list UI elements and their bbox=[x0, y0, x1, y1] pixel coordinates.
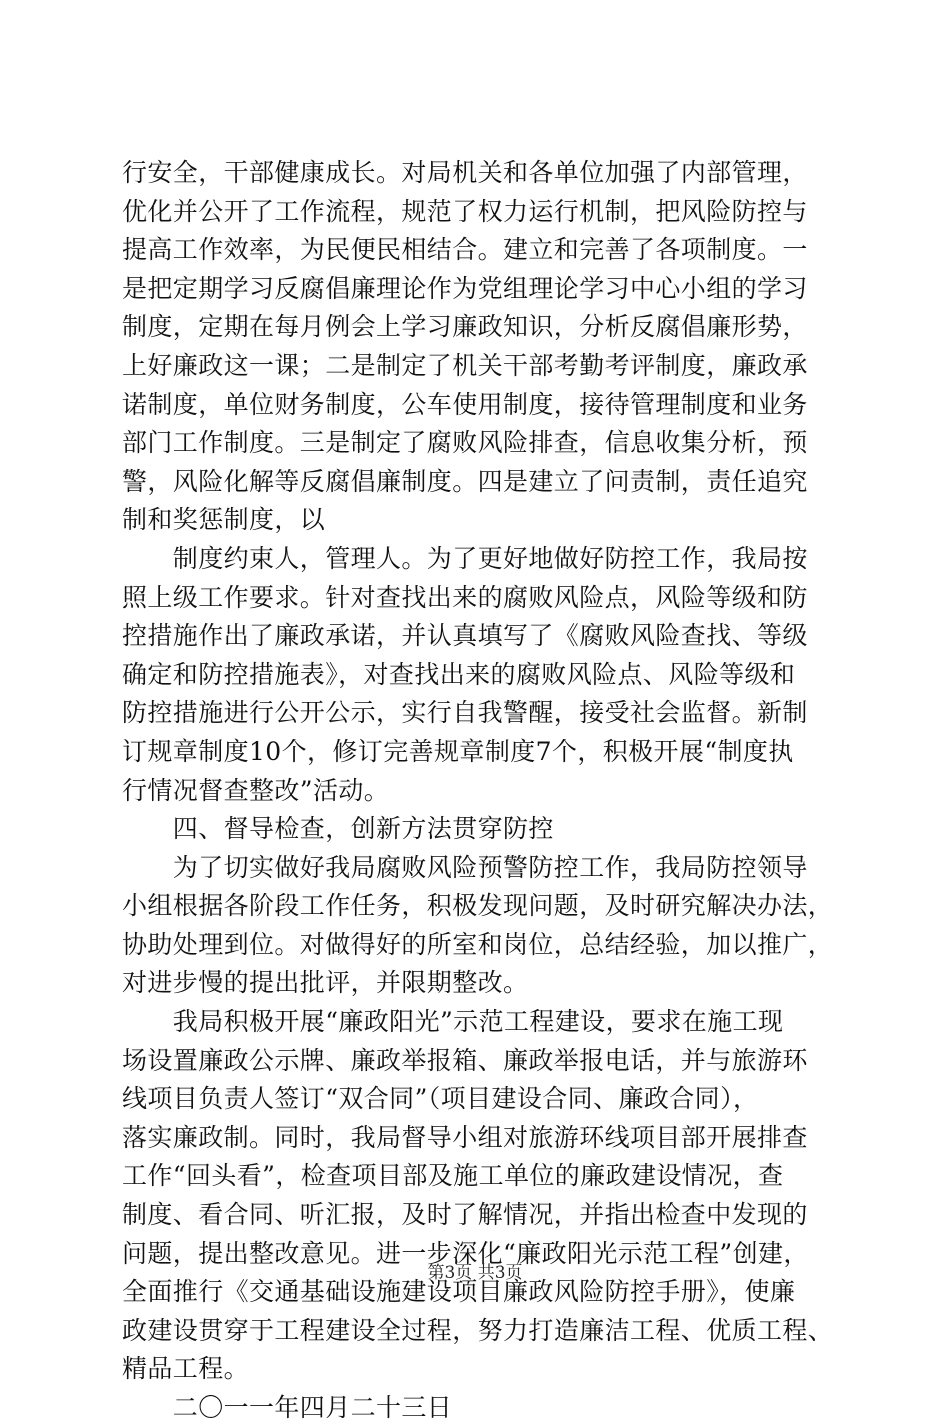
text-line: 制度，定期在每月例会上学习廉政知识，分析反腐倡廉形势， bbox=[122, 312, 808, 342]
text-line: 诺制度，单位财务制度，公车使用制度，接待管理制度和业务 bbox=[122, 389, 808, 419]
text-line: 政建设贯穿于工程建设全过程，努力打造廉洁工程、优质工程、 bbox=[122, 1315, 834, 1345]
text-line: 二〇一一年四月二十三日 bbox=[122, 1393, 453, 1422]
text-line: 防控措施进行公开公示，实行自我警醒，接受社会监督。新制 bbox=[122, 698, 808, 728]
text-line: 行安全，干部健康成长。对局机关和各单位加强了内部管理， bbox=[122, 158, 808, 187]
text-line: 优化并公开了工作流程，规范了权力运行机制，把风险防控与 bbox=[122, 196, 808, 226]
text-line: 对进步慢的提出批评，并限期整改。 bbox=[122, 968, 529, 998]
page-footer: 第3页 共3页 bbox=[427, 1263, 523, 1283]
text-line: 是把定期学习反腐倡廉理论作为党组理论学习中心小组的学习 bbox=[122, 273, 808, 303]
text-line: 制度、看合同、听汇报，及时了解情况，并指出检查中发现的 bbox=[122, 1200, 808, 1230]
text-line: 制度约束人，管理人。为了更好地做好防控工作，我局按 bbox=[122, 543, 808, 573]
text-line: 行情况督查整改”活动。 bbox=[122, 775, 390, 805]
text-line: 工作“回头看”，检查项目部及施工单位的廉政建设情况，查 bbox=[122, 1161, 784, 1191]
text-line: 为了切实做好我局腐败风险预警防控工作，我局防控领导 bbox=[122, 852, 808, 882]
text-line: 制和奖惩制度，以 bbox=[122, 505, 326, 535]
text-line: 订规章制度10个，修订完善规章制度7个，积极开展“制度执 bbox=[122, 736, 794, 766]
text-line: 照上级工作要求。针对查找出来的腐败风险点，风险等级和防 bbox=[122, 582, 808, 612]
text-line: 确定和防控措施表》，对查找出来的腐败风险点、风险等级和 bbox=[122, 659, 796, 689]
text-line: 我局积极开展“廉政阳光”示范工程建设，要求在施工现 bbox=[122, 1007, 784, 1037]
text-line: 上好廉政这一课；二是制定了机关干部考勤考评制度，廉政承 bbox=[122, 350, 808, 380]
text-line: 协助处理到位。对做得好的所室和岗位，总结经验，加以推广， bbox=[122, 929, 834, 959]
text-line: 小组根据各阶段工作任务，积极发现问题，及时研究解决办法， bbox=[122, 891, 834, 921]
text-line: 落实廉政制。同时，我局督导小组对旅游环线项目部开展排查 bbox=[122, 1122, 808, 1152]
document-body bbox=[122, 154, 842, 1428]
text-line: 控措施作出了廉政承诺，并认真填写了《腐败风险查找、等级 bbox=[122, 621, 808, 651]
text-line: 警，风险化解等反腐倡廉制度。四是建立了问责制，责任追究 bbox=[122, 466, 808, 496]
text-line: 四、督导检查，创新方法贯穿防控 bbox=[122, 814, 554, 844]
text-line: 全面推行《交通基础设施建设项目廉政风险防控手册》，使廉 bbox=[122, 1277, 796, 1307]
text-line: 场设置廉政公示牌、廉政举报箱、廉政举报电话，并与旅游环 bbox=[122, 1045, 808, 1075]
text-line: 问题，提出整改意见。进一步深化“廉政阳光示范工程”创建， bbox=[122, 1238, 809, 1268]
text-line: 部门工作制度。三是制定了腐败风险排查，信息收集分析，预 bbox=[122, 428, 808, 458]
text-line: 提高工作效率，为民便民相结合。建立和完善了各项制度。一 bbox=[122, 235, 808, 265]
text-line: 线项目负责人签订“双合同”（项目建设合同、廉政合同）， bbox=[122, 1084, 759, 1114]
text-line: 精品工程。 bbox=[122, 1354, 250, 1384]
